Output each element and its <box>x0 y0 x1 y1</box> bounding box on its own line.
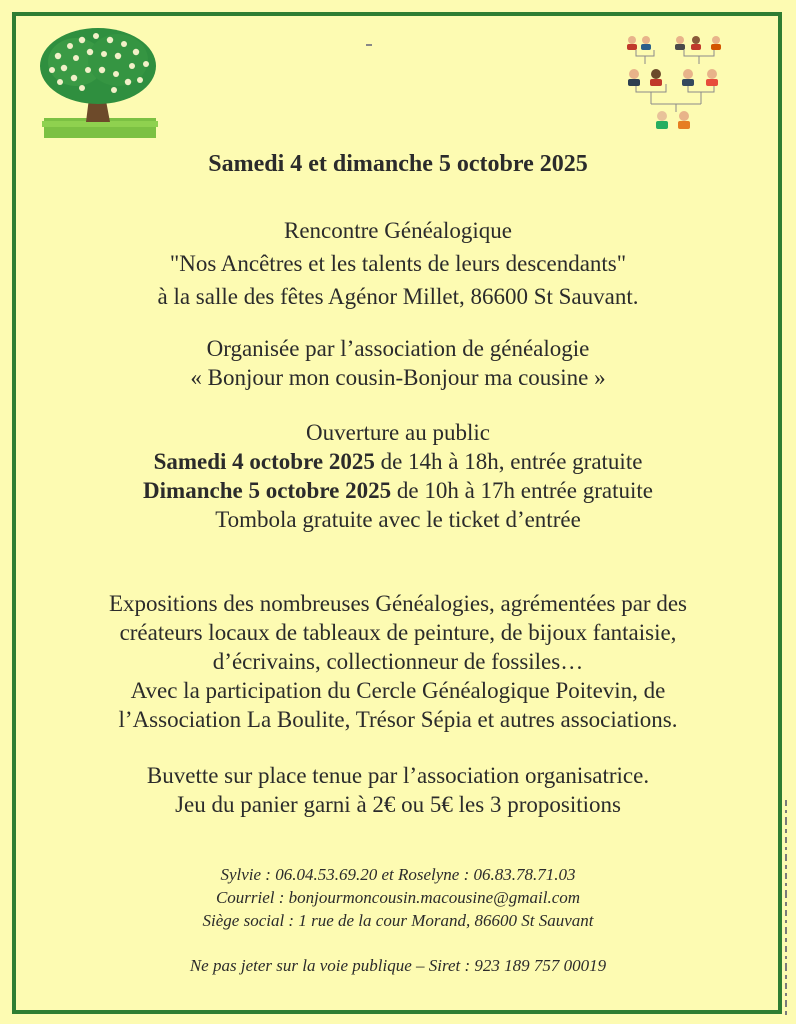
sunday-date: Dimanche 5 octobre 2025 <box>143 478 392 503</box>
footer-notice: Ne pas jeter sur la voie publique – Siret : 923 189 757 00019 <box>189 956 607 975</box>
sunday-details: de 10h à 17h entrée gratuite <box>391 478 653 503</box>
saturday-date: Samedi 4 octobre 2025 <box>153 449 375 474</box>
exhibitions-line-3: d’écrivains, collectionneur de fossiles… <box>212 649 584 674</box>
scan-mark <box>366 44 372 46</box>
refreshments-line-2: Jeu du panier garni à 2€ ou 5€ les 3 propositions <box>175 792 621 817</box>
saturday-details: de 14h à 18h, entrée gratuite <box>374 449 643 474</box>
event-location: à la salle des fêtes Agénor Millet, 86600 St Sauvant. <box>157 284 639 309</box>
exhibitions-line-4: Avec la participation du Cercle Généalogique Poitevin, de <box>130 678 666 703</box>
tree-icon <box>36 26 160 140</box>
organizer-line-1: Organisée par l’association de généalogie <box>206 336 590 361</box>
exhibitions-line-2: créateurs locaux de tableaux de peinture, de bijoux fantaisie, <box>119 620 677 645</box>
event-name: Rencontre Généalogique <box>284 218 512 243</box>
event-theme: "Nos Ancêtres et les talents de leurs descendants" <box>169 251 627 276</box>
contact-phones: Sylvie : 06.04.53.69.20 et Roselyne : 06.83.78.71.03 <box>220 865 576 884</box>
organizer-line-2: « Bonjour mon cousin-Bonjour ma cousine » <box>190 365 606 390</box>
exhibitions-line-1: Expositions des nombreuses Généalogies, agrémentées par des <box>108 591 688 616</box>
contact-email: Courriel : bonjourmoncousin.macousine@gmail.com <box>215 888 581 907</box>
exhibitions-line-5: l’Association La Boulite, Trésor Sépia et autres associations. <box>118 707 678 732</box>
sunday-hours <box>0 478 796 504</box>
opening-heading: Ouverture au public <box>306 420 490 445</box>
saturday-hours <box>0 449 796 475</box>
tombola-note: Tombola gratuite avec le ticket d’entrée <box>215 507 581 532</box>
contact-address: Siège social : 1 rue de la cour Morand, 86600 St Sauvant <box>202 911 594 930</box>
refreshments-line-1: Buvette sur place tenue par l’association organisatrice. <box>146 763 650 788</box>
printer-mark <box>780 800 792 1020</box>
event-date-title: Samedi 4 et dimanche 5 octobre 2025 <box>208 151 588 177</box>
family-tree-icon <box>622 32 732 134</box>
